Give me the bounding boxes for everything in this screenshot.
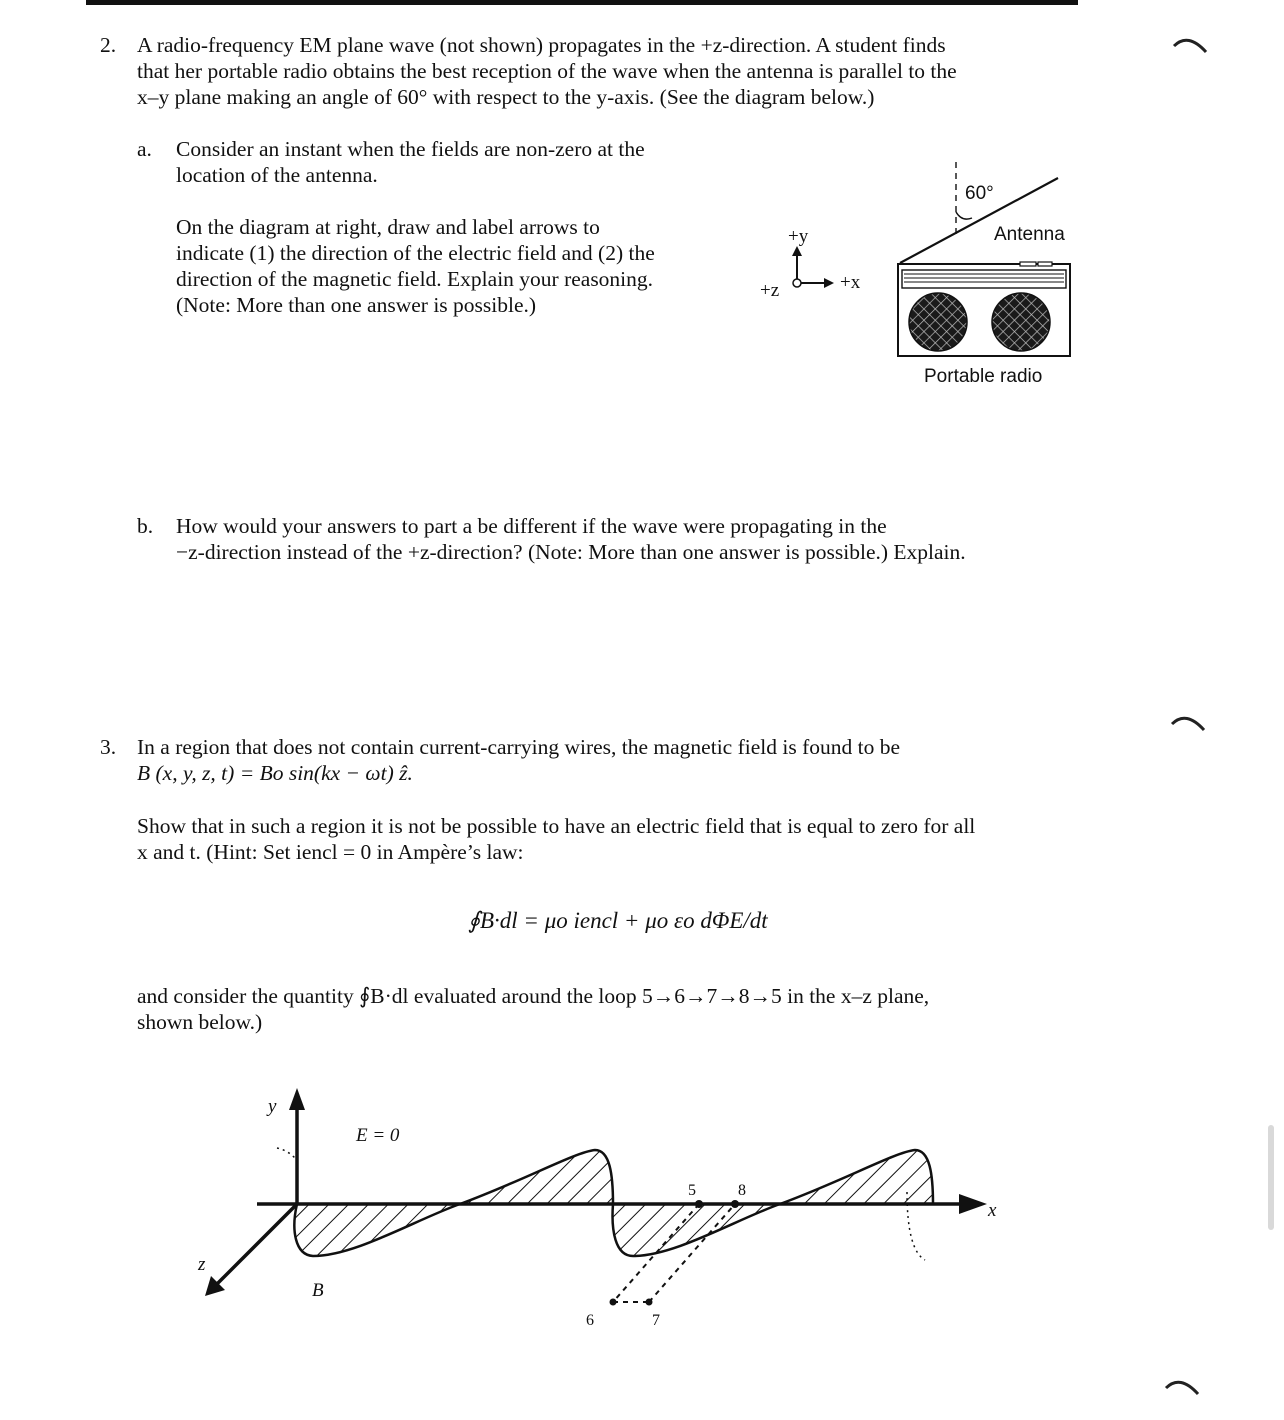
q2-axis-y-label: +y <box>788 226 809 247</box>
q2b-line-1: How would your answers to part a be different if the wave were propagating in the <box>176 514 887 538</box>
point-6 <box>610 1299 617 1306</box>
q3-consider-2: shown below.) <box>137 1010 263 1034</box>
point-7-label: 7 <box>652 1312 660 1329</box>
point-7 <box>646 1299 653 1306</box>
margin-mark-icon <box>1168 708 1208 736</box>
point-5-label: 5 <box>688 1182 696 1199</box>
point-8-label: 8 <box>738 1182 746 1199</box>
e-zero-label: E = 0 <box>356 1125 400 1146</box>
x-axis-arrow-icon <box>959 1194 987 1214</box>
right-speaker-icon <box>992 293 1050 351</box>
z-out-icon <box>793 279 801 287</box>
x-arrow-icon <box>824 278 834 288</box>
wave-axis-y-label: y <box>268 1096 277 1117</box>
q3-show-2: x and t. (Hint: Set iencl = 0 in Ampère’s law: <box>137 840 524 864</box>
point-6-label: 6 <box>586 1312 594 1329</box>
radio-caption: Portable radio <box>924 366 1043 387</box>
top-rule <box>86 0 1078 5</box>
margin-mark-icon <box>1162 1372 1202 1400</box>
margin-mark-icon <box>1170 30 1210 58</box>
q2a-instruction-3: direction of the magnetic field. Explain your reasoning. <box>176 267 654 291</box>
q3-number: 3. <box>100 735 117 759</box>
scrollbar[interactable] <box>1268 1125 1274 1230</box>
q2-axis-x-label: +x <box>840 272 861 293</box>
q3-field-expression: B (x, y, z, t) = Bo sin(kx − ωt) ẑ. <box>137 761 413 785</box>
q2a-label: a. <box>137 137 152 161</box>
q2b-line-2: −z-direction instead of the +z-direction? (Note: More than one answer is possible.) Explain. <box>176 540 966 564</box>
q2a-line-2: location of the antenna. <box>176 163 378 187</box>
left-speaker-icon <box>909 293 967 351</box>
q2-line-3: x–y plane making an angle of 60° with respect to the y-axis. (See the diagram below.) <box>137 85 875 109</box>
q2-axis-z-label: +z <box>760 280 780 301</box>
angle-label: 60° <box>965 183 994 204</box>
q3-line-1: In a region that does not contain current-carrying wires, the magnetic field is found to be <box>137 735 900 759</box>
angle-arc <box>956 212 972 219</box>
wave-axis-x-label: x <box>988 1200 997 1221</box>
q2-line-1: A radio-frequency EM plane wave (not shown) propagates in the +z-direction. A student finds <box>137 33 946 57</box>
q2a-instruction-2: indicate (1) the direction of the electric field and (2) the <box>176 241 655 265</box>
y-axis-arrow-icon <box>289 1088 305 1110</box>
q3-consider-1: and consider the quantity ∮B·dl evaluated around the loop 5→6→7→8→5 in the x–z plane, <box>137 984 930 1008</box>
q2-number: 2. <box>100 33 117 57</box>
b-label: B <box>312 1280 324 1301</box>
q2-line-2: that her portable radio obtains the best reception of the wave when the antenna is parallel to the <box>137 59 957 83</box>
q2b-label: b. <box>137 514 154 538</box>
q2a-instruction-1: On the diagram at right, draw and label arrows to <box>176 215 600 239</box>
ampere-equation: ∮B·dl = μo iencl + μo εo dΦE/dt <box>468 908 768 933</box>
q2a-instruction-4: (Note: More than one answer is possible.) <box>176 293 537 317</box>
q3-show-1: Show that in such a region it is not be possible to have an electric field that is equal to zero for all <box>137 814 976 838</box>
q2a-line-1: Consider an instant when the fields are non-zero at the <box>176 137 645 161</box>
antenna-label: Antenna <box>994 224 1065 245</box>
point-5 <box>695 1200 703 1208</box>
wave-axis-z-label: z <box>198 1254 206 1275</box>
